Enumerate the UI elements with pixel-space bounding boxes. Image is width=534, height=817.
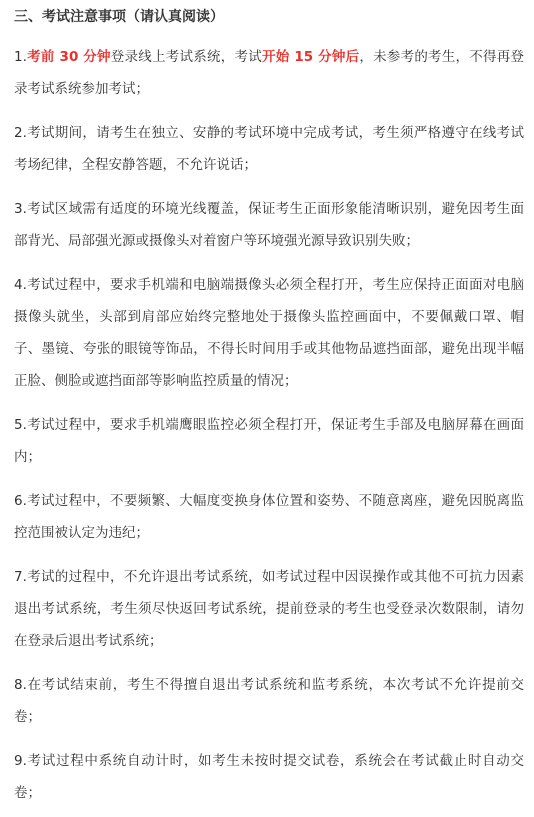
notice-item-7: 7.考试的过程中，不允许退出考试系统，如考试过程中因误操作或其他不可抗力因素退出考试系统，考生须尽快返回考试系统，提前登录的考生也受登录次数限制，请勿在登录后退出考试系统； <box>14 569 524 649</box>
section-heading: 三、考试注意事项（请认真阅读） <box>14 9 224 25</box>
notice-item-8: 8.在考试结束前，考生不得擅自退出考试系统和监考系统，本次考试不允许提前交卷； <box>14 677 524 725</box>
notice-item-1-text: 1. <box>14 49 27 65</box>
notice-item-6: 6.考试过程中，不要频繁、大幅度变换身体位置和姿势、不随意离座，避免因脱离监控范围被认定为违纪； <box>14 493 524 541</box>
notice-item-5: 5.考试过程中，要求手机端鹰眼监控必须全程打开，保证考生手部及电脑屏幕在画面内； <box>14 417 524 465</box>
highlight-late-cutoff: 开始 15 分钟后 <box>261 49 360 65</box>
notice-item-2: 2.考试期间，请考生在独立、安静的考试环境中完成考试，考生须严格遵守在线考试考场纪律，全程安静答题，不允许说话； <box>14 125 524 173</box>
notice-item-3: 3.考试区域需有适度的环境光线覆盖，保证考生正面形象能清晰识别，避免因考生面部背光、局部强光源或摄像头对着窗户等环境强光源导致识别失败； <box>14 201 524 249</box>
notice-item-9: 9.考试过程中系统自动计时，如考生未按时提交试卷，系统会在考试截止时自动交卷； <box>14 753 524 801</box>
notice-item-1-text: 登录线上考试系统，考试 <box>110 49 262 65</box>
notice-item-1 <box>14 41 524 105</box>
highlight-login-time: 考前 30 分钟 <box>26 49 111 65</box>
notice-item-1-text: ，未参考的考生，不得再登录考试系统参加考试； <box>14 49 525 97</box>
notice-item-4: 4.考试过程中，要求手机端和电脑端摄像头必须全程打开，考生应保持正面面对电脑摄像头就坐，头部到肩部应始终完整地处于摄像头监控画面中，不要佩戴口罩、帽子、墨镜、夸张的眼镜等饰品，不得长时间用手或其他物品遮挡面部，避免出现半幅正脸、侧脸或遮挡面部等影响监控质量的情况； <box>14 277 524 389</box>
